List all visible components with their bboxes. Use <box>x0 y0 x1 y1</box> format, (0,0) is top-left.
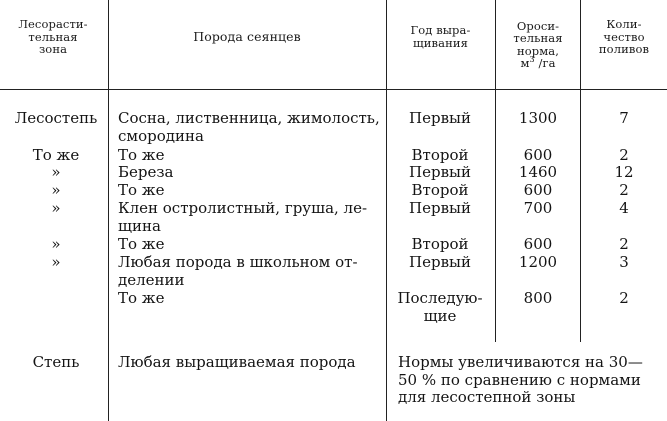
row-1-count: 7 <box>619 109 629 127</box>
row-7-zone: » <box>51 253 61 271</box>
header-bottom-rule <box>0 89 667 90</box>
row-6-count: 2 <box>619 235 629 253</box>
row-4-zone: » <box>51 181 61 199</box>
column-rule-2 <box>386 0 387 421</box>
row-4-year: Второй <box>411 181 469 199</box>
row-7-species: Любая порода в школьном от- делении <box>118 253 358 289</box>
row-4-species: То же <box>118 181 165 199</box>
row-4-norm: 600 <box>523 181 553 199</box>
steppe-species: Любая выращиваемая порода <box>118 353 356 371</box>
header-count: Коли- чество поливов <box>598 17 650 56</box>
row-2-norm: 600 <box>523 146 553 164</box>
header-year: Год выра- щивания <box>410 23 471 50</box>
row-4-count: 2 <box>619 181 629 199</box>
row-6-norm: 600 <box>523 235 553 253</box>
steppe-zone: Степь <box>32 353 80 371</box>
row-3-species: Береза <box>118 163 174 181</box>
row-6-zone: » <box>51 235 61 253</box>
row-8-count: 2 <box>619 289 629 307</box>
row-2-year: Второй <box>411 146 469 164</box>
header-norm-text: Ороси- тельная норма, <box>513 18 563 58</box>
steppe-note: Нормы увеличиваются на 30— 50 % по сравнению с нормами для лесостепной зоны <box>398 353 643 406</box>
row-6-year: Второй <box>411 235 469 253</box>
row-8-year: Последую- щие <box>397 289 483 325</box>
row-5-norm: 700 <box>523 199 553 217</box>
row-7-year: Первый <box>409 253 471 271</box>
row-8-norm: 800 <box>523 289 553 307</box>
header-norm <box>497 7 579 70</box>
row-5-zone: » <box>51 199 61 217</box>
header-norm-unit: $м^3$ /га <box>520 55 556 70</box>
row-2-zone: То же <box>32 146 80 164</box>
row-1-zone: Лесостепь <box>14 109 98 127</box>
header-zone: Лесорасти- тельная зона <box>18 17 88 56</box>
row-3-norm: 1460 <box>518 163 558 181</box>
row-5-count: 4 <box>619 199 629 217</box>
row-1-year: Первый <box>409 109 471 127</box>
row-3-year: Первый <box>409 163 471 181</box>
column-rule-4 <box>580 0 581 342</box>
column-rule-1 <box>108 0 109 421</box>
row-3-zone: » <box>51 163 61 181</box>
row-3-count: 12 <box>614 163 634 181</box>
row-7-count: 3 <box>619 253 629 271</box>
row-6-species: То же <box>118 235 165 253</box>
header-species: Порода сеянцев <box>193 29 301 44</box>
row-5-year: Первый <box>409 199 471 217</box>
column-rule-3 <box>495 0 496 342</box>
row-2-count: 2 <box>619 146 629 164</box>
row-7-norm: 1200 <box>518 253 558 271</box>
row-1-norm: 1300 <box>518 109 558 127</box>
row-1-species: Сосна, лиственница, жимолость, смородина <box>118 109 380 145</box>
row-5-species: Клен остролистный, груша, ле- щина <box>118 199 368 235</box>
row-2-species: То же <box>118 146 165 164</box>
row-8-species: То же <box>118 289 165 307</box>
